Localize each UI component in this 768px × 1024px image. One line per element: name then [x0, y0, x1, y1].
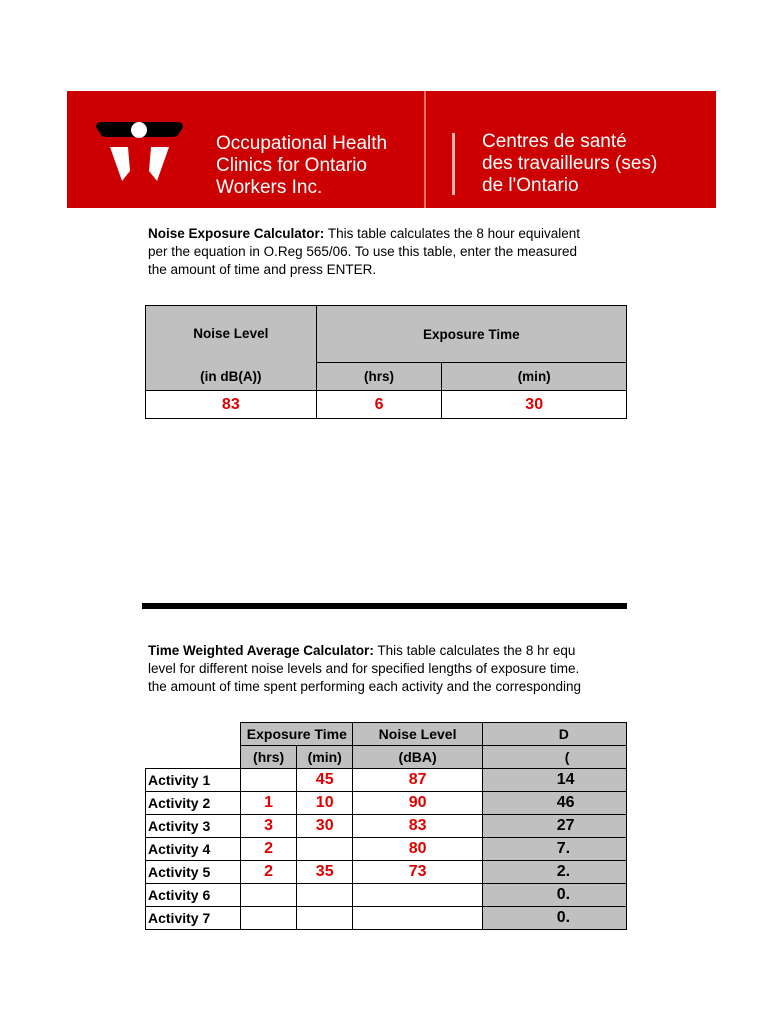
table-row	[146, 792, 627, 815]
noise-calc-description	[148, 225, 626, 279]
twa-calc-line-2: level for different noise levels and for specified lengths of exposure time.	[148, 661, 580, 676]
activity-min-input[interactable]: 10	[296, 792, 352, 815]
activity-hrs-input[interactable]: 2	[241, 838, 297, 861]
activity-dose: 46	[482, 792, 626, 815]
twa-dose-unit: (	[482, 746, 626, 769]
twa-calc-description	[148, 642, 626, 696]
twa-noise-level-header: Noise Level	[353, 723, 482, 746]
activity-dba-input[interactable]: 73	[353, 861, 482, 884]
activity-min-input[interactable]	[296, 838, 352, 861]
table-row	[146, 884, 627, 907]
twa-corner	[146, 723, 241, 746]
activity-hrs-input[interactable]	[241, 769, 297, 792]
activity-dba-input[interactable]	[353, 884, 482, 907]
activity-dose: 2.	[482, 861, 626, 884]
activity-dose: 0.	[482, 907, 626, 930]
activity-dba-input[interactable]	[353, 907, 482, 930]
noise-calc-line-3: the amount of time and press ENTER.	[148, 262, 377, 277]
noise-calc-line-2: per the equation in O.Reg 565/06. To use this table, enter the measured	[148, 244, 578, 259]
twa-hrs-header: (hrs)	[241, 746, 297, 769]
org-fr-line-3: de l'Ontario	[482, 175, 579, 196]
table-row	[146, 815, 627, 838]
activity-dose: 14	[482, 769, 626, 792]
activity-label: Activity 4	[146, 838, 241, 861]
activity-label: Activity 2	[146, 792, 241, 815]
activity-label: Activity 5	[146, 861, 241, 884]
section-divider	[142, 603, 627, 609]
hrs-input[interactable]: 6	[316, 391, 442, 419]
org-en-line-1: Occupational Health	[216, 133, 388, 154]
twa-dose-header: D	[482, 723, 626, 746]
twa-calc-line-3: the amount of time spent performing each activity and the corresponding	[148, 679, 581, 694]
noise-calc-line-1: This table calculates the 8 hour equivalent	[324, 226, 580, 241]
activity-hrs-input[interactable]	[241, 884, 297, 907]
noise-level-input[interactable]: 83	[146, 391, 317, 419]
noise-level-header-label: Noise Level	[193, 326, 269, 341]
activity-min-input[interactable]: 35	[296, 861, 352, 884]
table-row	[146, 838, 627, 861]
activity-hrs-input[interactable]	[241, 907, 297, 930]
twa-corner-2	[146, 746, 241, 769]
activity-dba-input[interactable]: 80	[353, 838, 482, 861]
activity-min-input[interactable]: 30	[296, 815, 352, 838]
table-row	[146, 861, 627, 884]
org-fr-line-1: Centres de santé	[482, 131, 627, 152]
noise-level-header	[146, 306, 317, 391]
activity-min-input[interactable]	[296, 907, 352, 930]
org-en-line-3: Workers Inc.	[216, 177, 323, 198]
hrs-header: (hrs)	[316, 363, 442, 391]
activity-dba-input[interactable]: 90	[353, 792, 482, 815]
activity-hrs-input[interactable]: 3	[241, 815, 297, 838]
twa-calc-line-1: This table calculates the 8 hr equ	[373, 643, 576, 658]
activity-dba-input[interactable]: 83	[353, 815, 482, 838]
twa-dba-header: (dBA)	[353, 746, 482, 769]
activity-hrs-input[interactable]: 1	[241, 792, 297, 815]
activity-label: Activity 3	[146, 815, 241, 838]
activity-label: Activity 1	[146, 769, 241, 792]
activity-dose: 7.	[482, 838, 626, 861]
min-input[interactable]: 30	[442, 391, 627, 419]
twa-calc-title: Time Weighted Average Calculator:	[148, 643, 374, 658]
activity-dose: 0.	[482, 884, 626, 907]
activity-min-input[interactable]: 45	[296, 769, 352, 792]
activity-label: Activity 7	[146, 907, 241, 930]
activity-dba-input[interactable]: 87	[353, 769, 482, 792]
noise-exposure-table	[145, 305, 627, 419]
activity-min-input[interactable]	[296, 884, 352, 907]
twa-exposure-time-header: Exposure Time	[241, 723, 353, 746]
noise-calc-title: Noise Exposure Calculator:	[148, 226, 325, 241]
twa-min-header: (min)	[296, 746, 352, 769]
noise-level-unit: (in dB(A))	[200, 369, 262, 384]
table-row	[146, 769, 627, 792]
org-en-line-2: Clinics for Ontario	[216, 155, 367, 176]
activity-dose: 27	[482, 815, 626, 838]
activity-label: Activity 6	[146, 884, 241, 907]
min-header: (min)	[442, 363, 627, 391]
exposure-time-header: Exposure Time	[316, 306, 626, 363]
activity-hrs-input[interactable]: 2	[241, 861, 297, 884]
twa-table	[145, 722, 627, 930]
org-fr-line-2: des travailleurs (ses)	[482, 153, 658, 174]
table-row	[146, 907, 627, 930]
